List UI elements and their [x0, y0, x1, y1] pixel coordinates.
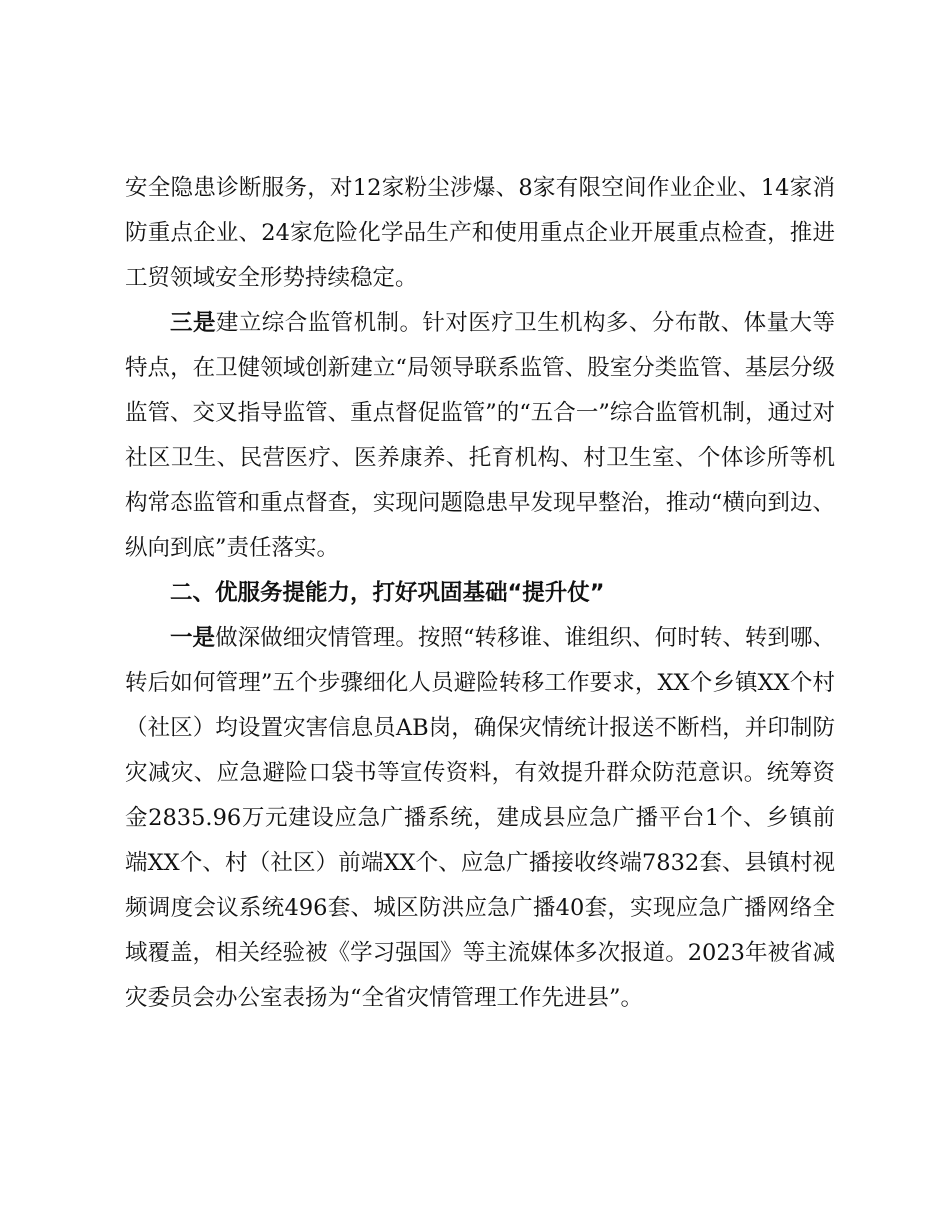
paragraph-text: 建立综合监管机制。针对医疗卫生机构多、分布散、体量大等特点，在卫健领域创新建立“局领导联系监管、股室分类监管、基层分级监管、交叉指导监管、重点督促监管”的“五合一”综合监管机制，通过对社区卫生、民营医疗、医养康养、托育机构、村卫生室、个体诊所等机构常态监管和重点督查，实现问题隐患早发现早整治，推动“横向到边、纵向到底”责任落实。	[125, 310, 835, 561]
section-heading-text: 二、优服务提能力，打好巩固基础“提升仗”	[170, 580, 605, 606]
paragraph-text: 安全隐患诊断服务，对12家粉尘涉爆、8家有限空间作业企业、14家消防重点企业、24家危险化学品生产和使用重点企业开展重点检查，推进工贸领域安全形势持续稳定。	[125, 175, 835, 291]
paragraph-lead: 三是	[170, 310, 216, 336]
paragraph-lead: 一是	[170, 625, 216, 651]
paragraph-text: 做深做细灾情管理。按照“转移谁、谁组织、何时转、转到哪、转后如何管理”五个步骤细化人员避险转移工作要求，XX个乡镇XX个村（社区）均设置灾害信息员AB岗，确保灾情统计报送不断档，并印制防灾减灾、应急避险口袋书等宣传资料，有效提升群众防范意识。统筹资金2835.96万元建设应急广播系统，建成县应急广播平台1个、乡镇前端XX个、村（社区）前端XX个、应急广播接收终端7832套、县镇村视频调度会议系统496套、城区防洪应急广播40套，实现应急广播网络全域覆盖，相关经验被《学习强国》等主流媒体多次报道。2023年被省减灾委员会办公室表扬为“全省灾情管理工作先进县”。	[125, 625, 835, 1011]
paragraph-first-point	[125, 616, 835, 1021]
document-body	[125, 166, 835, 1021]
section-heading	[125, 571, 835, 616]
paragraph-third-point	[125, 301, 835, 571]
paragraph-continuation	[125, 166, 835, 301]
